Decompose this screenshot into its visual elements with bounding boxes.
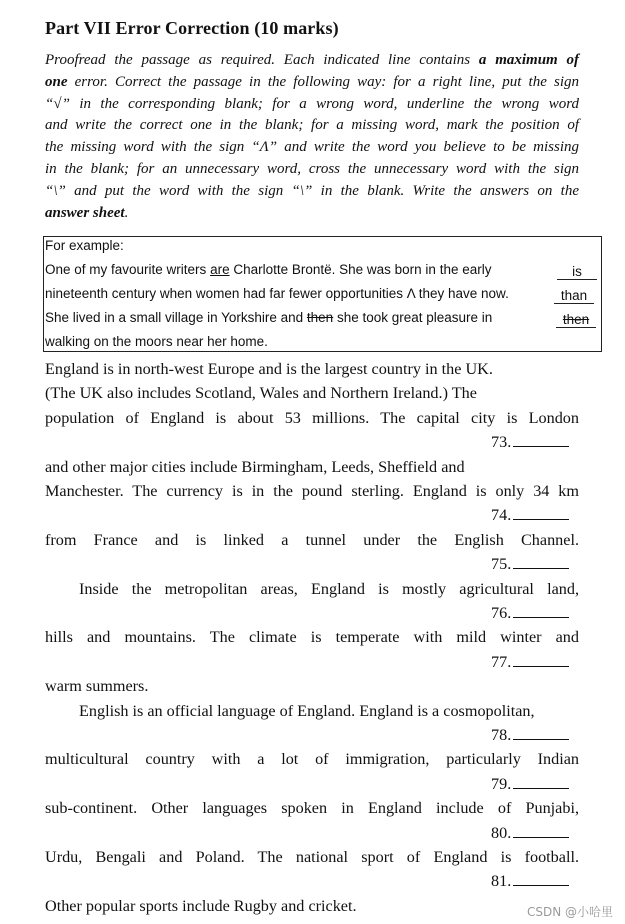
instruction-line [45, 94, 579, 116]
example-marked-word: then [306, 310, 334, 325]
blank-line [513, 873, 569, 886]
watermark: CSDN @小哈里 [526, 905, 613, 919]
section-title: Part VII Error Correction (10 marks) [45, 18, 339, 38]
instruction-line [45, 50, 579, 72]
blank-line [513, 825, 569, 838]
passage-line: (The UK also includes Scotland, Wales and Northern Ireland.) The [45, 384, 477, 403]
instruction-line [45, 72, 579, 94]
instruction-emphasis: a maximum of [478, 52, 579, 68]
instruction-line [45, 203, 579, 225]
blank-number: 76. [491, 604, 512, 622]
example-text: walking on the moors near her home. [45, 334, 268, 349]
passage-line: Manchester. The currency is in the pound sterling. England is only 34 km [45, 482, 579, 500]
blank-number: 78. [491, 726, 512, 744]
passage-line: and other major cities include Birmingham, Leeds, Sheffield and [45, 457, 465, 476]
instruction-emphasis: one [45, 73, 68, 90]
passage-line: Urdu, Bengali and Poland. The national sport of England is football. [45, 848, 579, 866]
example-line [45, 262, 491, 286]
example-box [43, 236, 602, 352]
example-marked-word: are [210, 262, 230, 277]
answer-blank[interactable] [491, 604, 569, 623]
example-text: she took great pleasure in [333, 310, 493, 325]
passage-line: English is an official language of England. England is a cosmopolitan, [79, 701, 535, 720]
example-line [45, 286, 509, 310]
instruction-text: in the blank; for an unnecessary word, cross the unnecessary word with the sign [45, 160, 579, 177]
blank-number: 81. [491, 872, 512, 891]
instruction-text: and write the correct one in the blank; for a missing word, mark the position of [45, 117, 579, 134]
answer-blank[interactable] [491, 872, 569, 891]
passage-line: sub-continent. Other languages spoken in England include of Punjabi, [45, 799, 579, 818]
instruction-text: the missing word with the sign “Λ” and write the word you believe to be missing [45, 139, 579, 156]
example-line [45, 334, 268, 358]
passage-line: from France and is linked a tunnel under the English Channel. [45, 530, 579, 549]
passage-line: Inside the metropolitan areas, England is mostly agricultural land, [79, 579, 579, 598]
blank-line [513, 654, 569, 667]
instruction-text: “√” in the corresponding blank; for a wrong word, underline the wrong word [45, 95, 579, 112]
blank-number: 74. [491, 506, 512, 525]
blank-line [513, 776, 569, 789]
example-answer-word: then [556, 312, 596, 328]
blank-line [513, 507, 569, 520]
blank-number: 75. [491, 555, 512, 574]
example-answer [556, 312, 596, 328]
blank-line [513, 556, 569, 569]
example-answer-word: is [557, 264, 597, 280]
passage-line: England is in north-west Europe and is the largest country in the UK. [45, 360, 493, 378]
passage-line: multicultural country with a lot of immigration, particularly Indian [45, 750, 579, 769]
answer-blank[interactable] [491, 653, 569, 672]
instruction-text: Proofread the passage as required. Each indicated line contains [45, 52, 479, 68]
answer-blank[interactable] [491, 775, 569, 794]
answer-blank[interactable] [491, 555, 569, 574]
blank-number: 73. [491, 433, 512, 452]
instruction-emphasis: answer sheet [45, 204, 125, 221]
example-answer [557, 264, 597, 280]
instruction-text: error. Correct the passage in the following way: for a right line, put the sign [67, 73, 579, 90]
blank-line [513, 605, 569, 618]
instruction-line [45, 181, 579, 203]
example-heading: For example: [45, 238, 124, 253]
instruction-text: . [124, 204, 129, 221]
example-marked-word: Λ [406, 286, 415, 301]
instruction-line [45, 137, 579, 159]
blank-number: 77. [491, 652, 512, 671]
passage-line: warm summers. [45, 677, 149, 696]
instructions [45, 50, 579, 224]
passage-line: population of England is about 53 millions. The capital city is London [45, 408, 579, 427]
passage-line: Other popular sports include Rugby and cricket. [45, 896, 357, 915]
blank-line [513, 434, 569, 447]
answer-blank[interactable] [491, 824, 569, 843]
example-answer-word: than [554, 288, 594, 304]
passage-line: hills and mountains. The climate is temperate with mild winter and [45, 628, 579, 647]
blank-number: 80. [491, 823, 512, 842]
blank-number: 79. [491, 774, 512, 793]
example-text: One of my favourite writers [45, 262, 211, 277]
instruction-line [45, 159, 579, 181]
example-text: they have now. [415, 286, 509, 301]
instruction-line [45, 115, 579, 137]
blank-line [513, 727, 569, 740]
answer-blank[interactable] [491, 726, 569, 745]
example-text: She lived in a small village in Yorkshire and [45, 310, 307, 325]
example-answer [554, 288, 594, 304]
answer-blank[interactable] [491, 433, 569, 452]
example-line [45, 310, 492, 334]
answer-blank[interactable] [491, 506, 569, 525]
instruction-text: “\” and put the word with the sign “\” in the blank. Write the answers on the [45, 182, 579, 199]
example-text: nineteenth century when women had far fewer opportunities [45, 286, 407, 301]
example-text: Charlotte Brontë. She was born in the early [229, 262, 492, 277]
